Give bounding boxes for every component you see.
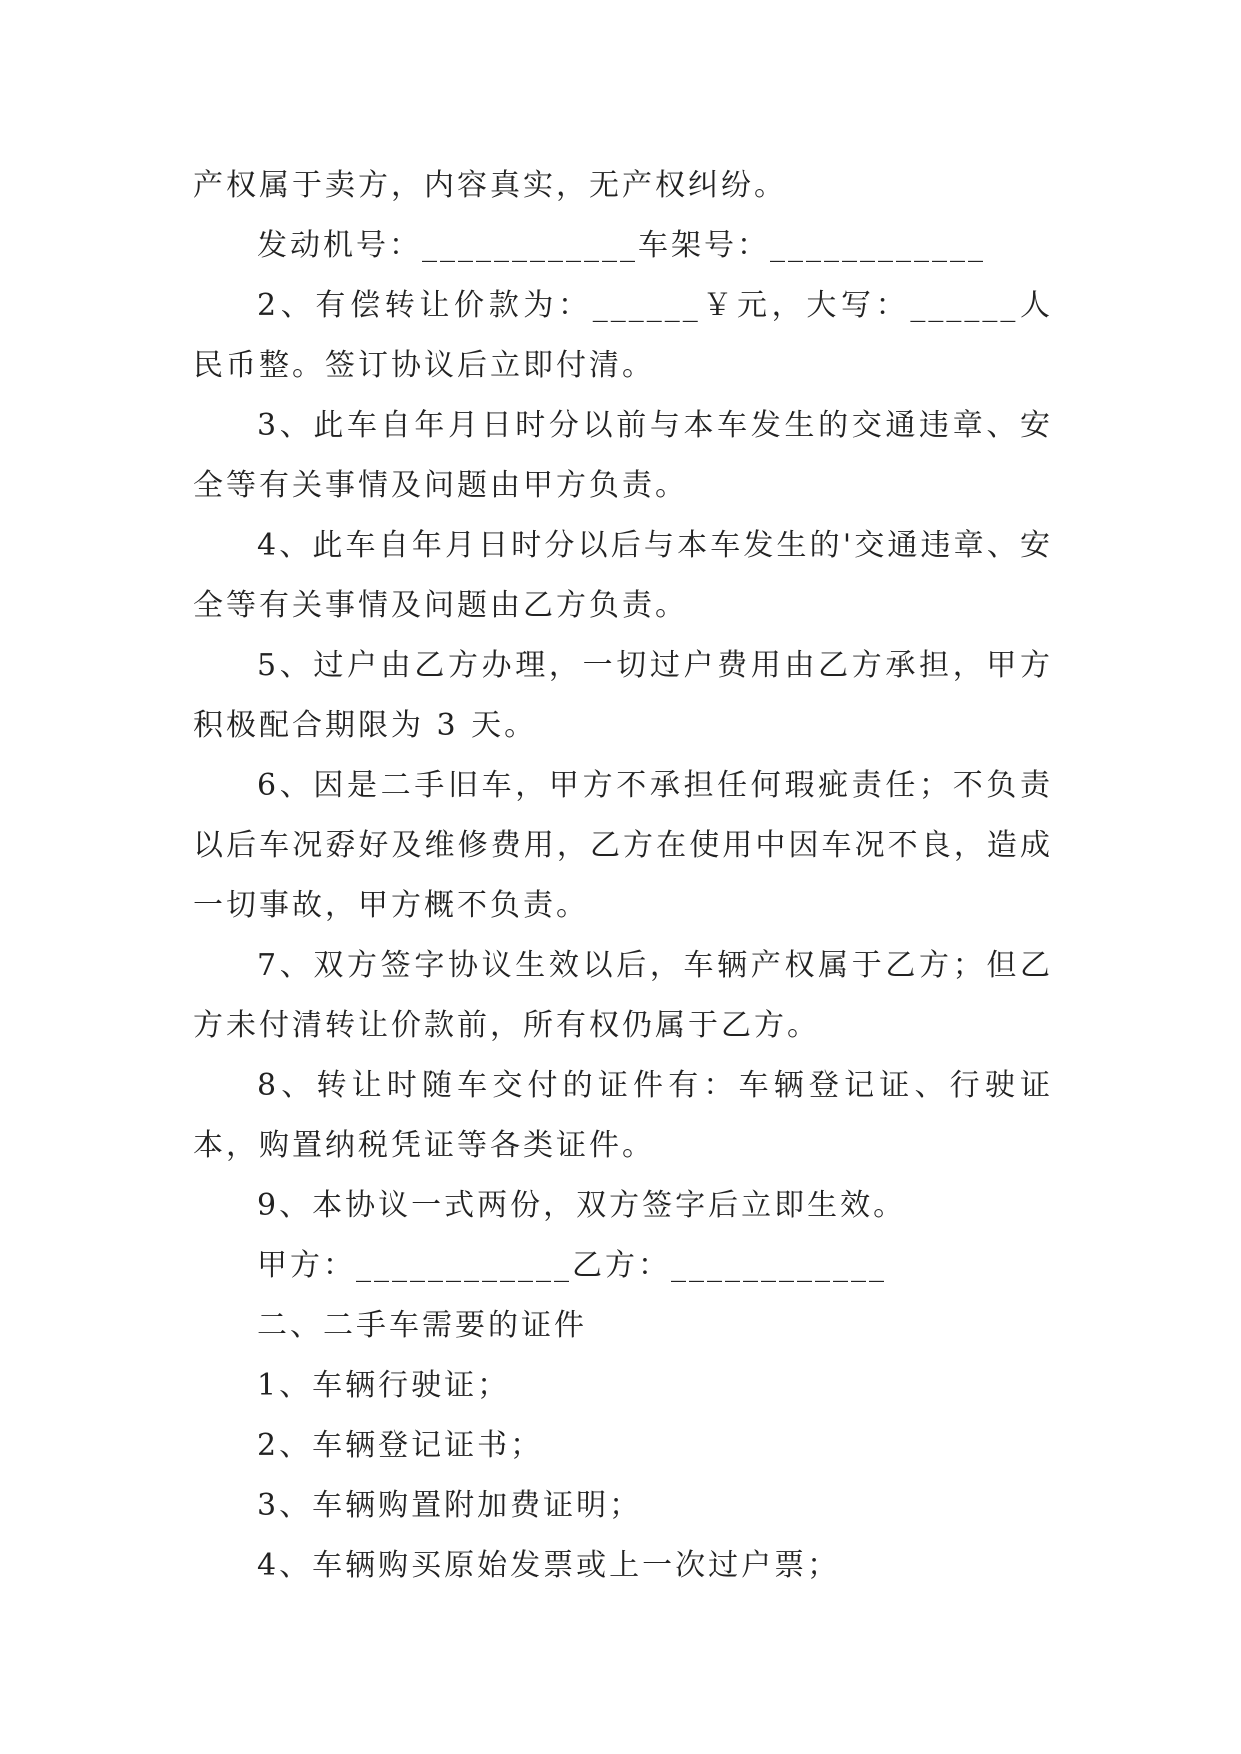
paragraph-signatures: 甲方：____________乙方：____________ xyxy=(257,1248,887,1283)
paragraph-clause-6: 6、因是二手旧车，甲方不承担任何瑕疵责任；不负责以后车况孬好及维修费用，乙方在使用中因车况不良，造成一切事故，甲方概不负责。 xyxy=(193,768,1053,923)
paragraph-clause-9: 9、本协议一式两份，双方签字后立即生效。 xyxy=(257,1188,907,1223)
paragraph-clause-3: 3、此车自年月日时分以前与本车发生的交通违章、安全等有关事情及问题由甲方负责。 xyxy=(193,408,1053,503)
list-item-registration-certificate: 2、车辆登记证书； xyxy=(257,1428,544,1463)
paragraph-clause-8: 8、转让时随车交付的证件有：车辆登记证、行驶证本，购置纳税凭证等各类证件。 xyxy=(193,1068,1053,1163)
list-item-purchase-tax-proof: 3、车辆购置附加费证明； xyxy=(257,1488,643,1523)
paragraph-ownership-statement: 产权属于卖方，内容真实，无产权纠纷。 xyxy=(193,168,787,203)
document-body xyxy=(193,156,1053,1596)
paragraph-clause-5: 5、过户由乙方办理，一切过户费用由乙方承担，甲方积极配合期限为 3 天。 xyxy=(193,648,1053,743)
list-item-original-invoice: 4、车辆购买原始发票或上一次过户票； xyxy=(257,1548,841,1583)
list-item-driving-license: 1、车辆行驶证； xyxy=(257,1368,511,1403)
paragraph-clause-2-price: 2、有偿转让价款为：______￥元，大写：______人民币整。签订协议后立即付清。 xyxy=(193,288,1053,383)
section-heading-required-documents: 二、二手车需要的证件 xyxy=(257,1308,587,1343)
paragraph-clause-7: 7、双方签字协议生效以后，车辆产权属于乙方；但乙方未付清转让价款前，所有权仍属于乙方。 xyxy=(193,948,1053,1043)
paragraph-clause-4: 4、此车自年月日时分以后与本车发生的'交通违章、安全等有关事情及问题由乙方负责。 xyxy=(193,528,1053,623)
paragraph-engine-frame-number: 发动机号：____________车架号：____________ xyxy=(257,228,986,263)
